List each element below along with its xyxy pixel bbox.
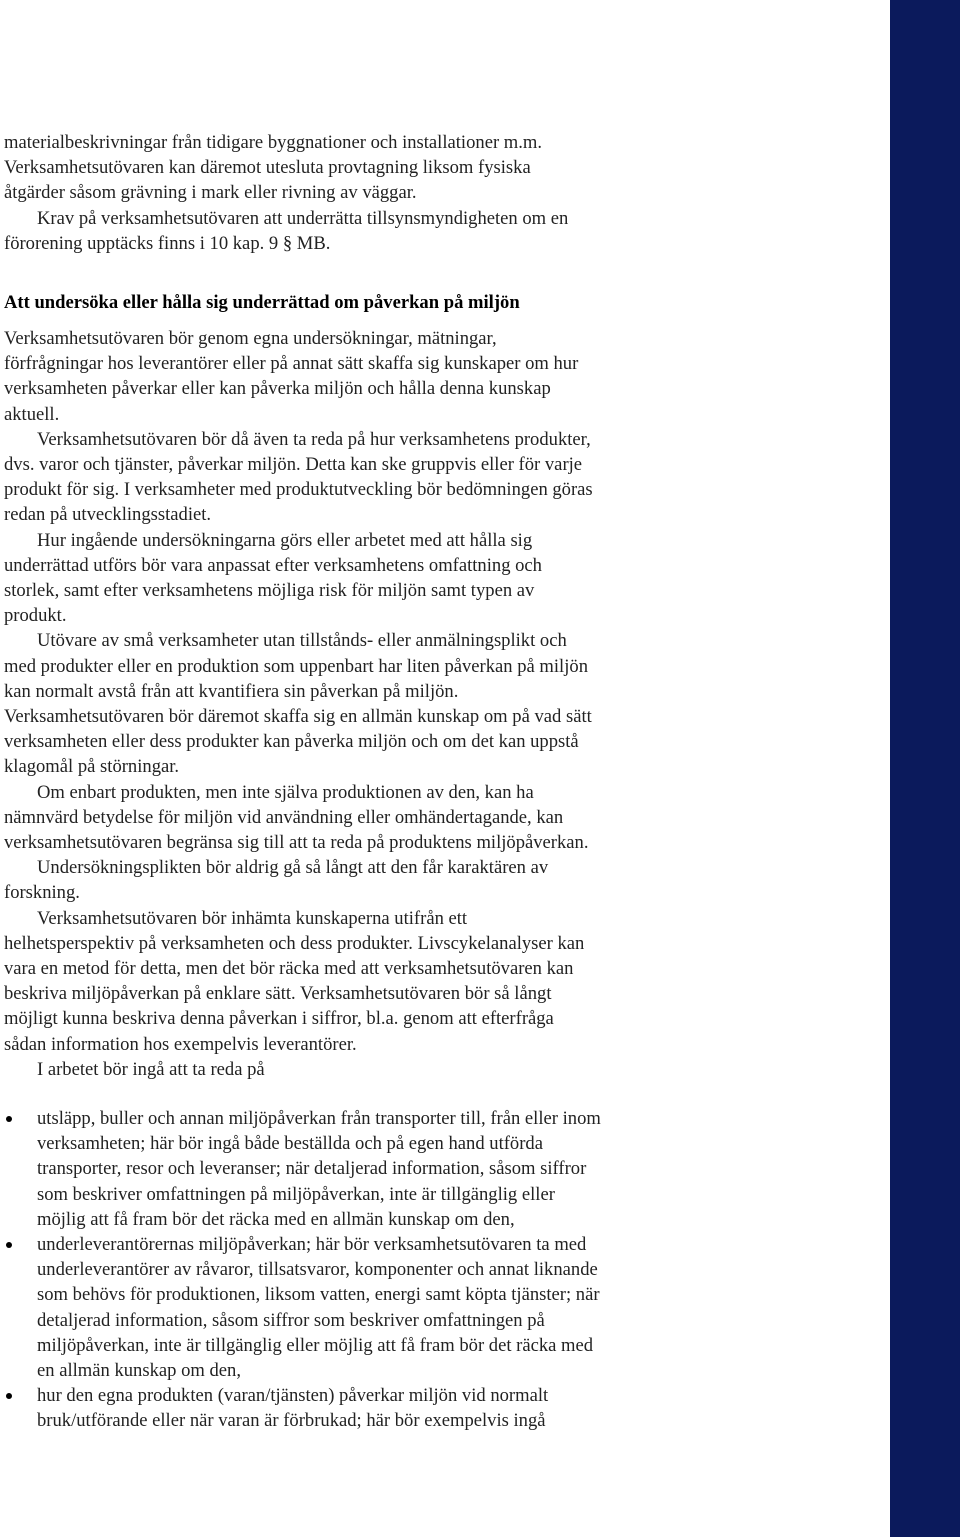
- list-item: [4, 1106, 874, 1232]
- body-line: dvs. varor och tjänster, påverkar miljön. Detta kan ske gruppvis eller för varje: [4, 454, 583, 476]
- list-item: [4, 1383, 874, 1433]
- body-line: verksamheten eller dess produkter kan påverka miljön och om det kan uppstå: [4, 731, 579, 753]
- bullet-icon: [6, 1242, 12, 1248]
- list-item-line: möjlig att få fram bör det räcka med en allmän kunskap om den,: [37, 1208, 515, 1230]
- bullet-icon: [6, 1116, 12, 1122]
- body-line: underrättad utförs bör vara anpassat efter verksamhetens omfattning och: [4, 554, 542, 576]
- intro-line: förorening upptäcks finns i 10 kap. 9 § MB.: [4, 232, 331, 254]
- body-line: Undersökningsplikten bör aldrig gå så långt att den får karaktären av: [37, 857, 549, 879]
- body-line: nämnvärd betydelse för miljön vid användning eller omhändertagande, kan: [4, 806, 564, 828]
- body-line: verksamhetsutövaren begränsa sig till att ta reda på produktens miljöpåverkan.: [4, 832, 589, 854]
- intro-line: Krav på verksamhetsutövaren att underrätta tillsynsmyndigheten om en: [37, 207, 569, 229]
- body-line: forskning.: [4, 882, 80, 904]
- list-item-line: verksamheten; här bör ingå både beställda och på egen hand utförda: [37, 1133, 543, 1155]
- list-item-line: bruk/utförande eller när varan är förbrukad; här bör exempelvis ingå: [37, 1410, 546, 1432]
- body-line: vara en metod för detta, men det bör räcka med att verksamhetsutövaren kan: [4, 958, 574, 980]
- body-line: Verksamhetsutövaren bör inhämta kunskaperna utifrån ett: [37, 907, 468, 929]
- intro-line: materialbeskrivningar från tidigare byggnationer och installationer m.m.: [4, 132, 543, 153]
- section-heading: Att undersöka eller hålla sig underrättad om påverkan på miljön: [4, 292, 520, 313]
- list-item-line: transporter, resor och leveranser; när detaljerad information, såsom siffror: [37, 1158, 587, 1180]
- body-line: Hur ingående undersökningarna görs eller arbetet med att hålla sig: [37, 529, 533, 551]
- body-line: Om enbart produkten, men inte själva produktionen av den, kan ha: [37, 781, 534, 803]
- body-line: produkt för sig. I verksamheter med produktutveckling bör bedömningen göras: [4, 479, 593, 501]
- list-item-line: utsläpp, buller och annan miljöpåverkan från transporter till, från eller inom: [37, 1108, 601, 1129]
- list-item-line: som behövs för produktionen, liksom vatten, energi samt köpta tjänster; när: [37, 1284, 600, 1306]
- body-line: med produkter eller en produktion som uppenbart har liten påverkan på miljön: [4, 655, 588, 677]
- body-line: helhetsperspektiv på verksamheten och dess produkter. Livscykelanalyser kan: [4, 932, 585, 954]
- intro-paragraph: [4, 130, 874, 256]
- body-line: redan på utvecklingsstadiet.: [4, 504, 212, 526]
- intro-line: Verksamhetsutövaren kan däremot utesluta provtagning liksom fysiska: [4, 157, 531, 179]
- body-text: [4, 326, 874, 1082]
- body-line: förfrågningar hos leverantörer eller på annat sätt skaffa sig kunskaper om hur: [4, 353, 579, 375]
- list-item-line: miljöpåverkan, inte är tillgänglig eller möjlig att få fram bör det räcka med: [37, 1334, 594, 1356]
- body-line: produkt.: [4, 605, 67, 627]
- bullet-icon: [6, 1393, 12, 1399]
- list-item-line: underleverantörer av råvaror, tillsatsvaror, komponenter och annat liknande: [37, 1259, 598, 1281]
- body-line: Verksamhetsutövaren bör då även ta reda på hur verksamhetens produkter,: [37, 428, 591, 450]
- body-line: Verksamhetsutövaren bör däremot skaffa sig en allmän kunskap om på vad sätt: [4, 706, 592, 728]
- body-line: beskriva miljöpåverkan på enklare sätt. Verksamhetsutövaren bör så långt: [4, 983, 552, 1005]
- body-line: kan normalt avstå från att kvantifiera sin påverkan på miljön.: [4, 680, 459, 702]
- side-decoration-band: [890, 0, 960, 1537]
- body-line: I arbetet bör ingå att ta reda på: [37, 1058, 265, 1080]
- body-line: verksamheten påverkar eller kan påverka miljön och hålla denna kunskap: [4, 378, 551, 400]
- list-item-line: hur den egna produkten (varan/tjänsten) påverkar miljön vid normalt: [37, 1385, 549, 1407]
- body-line: storlek, samt efter verksamhetens möjliga risk för miljön samt typen av: [4, 580, 535, 602]
- body-line: möjligt kunna beskriva denna påverkan i siffror, bl.a. genom att efterfråga: [4, 1008, 554, 1030]
- body-line: klagomål på störningar.: [4, 756, 180, 778]
- list-item-line: en allmän kunskap om den,: [37, 1360, 241, 1382]
- bullet-list: [4, 1106, 874, 1434]
- list-item-line: som beskriver omfattningen på miljöpåverkan, inte är tillgänglig eller: [37, 1183, 555, 1205]
- list-item-line: underleverantörernas miljöpåverkan; här bör verksamhetsutövaren ta med: [37, 1234, 587, 1256]
- list-item-line: detaljerad information, såsom siffror som beskriver omfattningen på: [37, 1309, 545, 1331]
- body-line: Verksamhetsutövaren bör genom egna undersökningar, mätningar,: [4, 328, 497, 349]
- body-line: sådan information hos exempelvis leverantörer.: [4, 1033, 357, 1055]
- body-line: Utövare av små verksamheter utan tillstånds- eller anmälningsplikt och: [37, 630, 567, 652]
- list-item: [4, 1232, 874, 1383]
- intro-line: åtgärder såsom grävning i mark eller rivning av väggar.: [4, 182, 417, 204]
- body-line: aktuell.: [4, 403, 60, 425]
